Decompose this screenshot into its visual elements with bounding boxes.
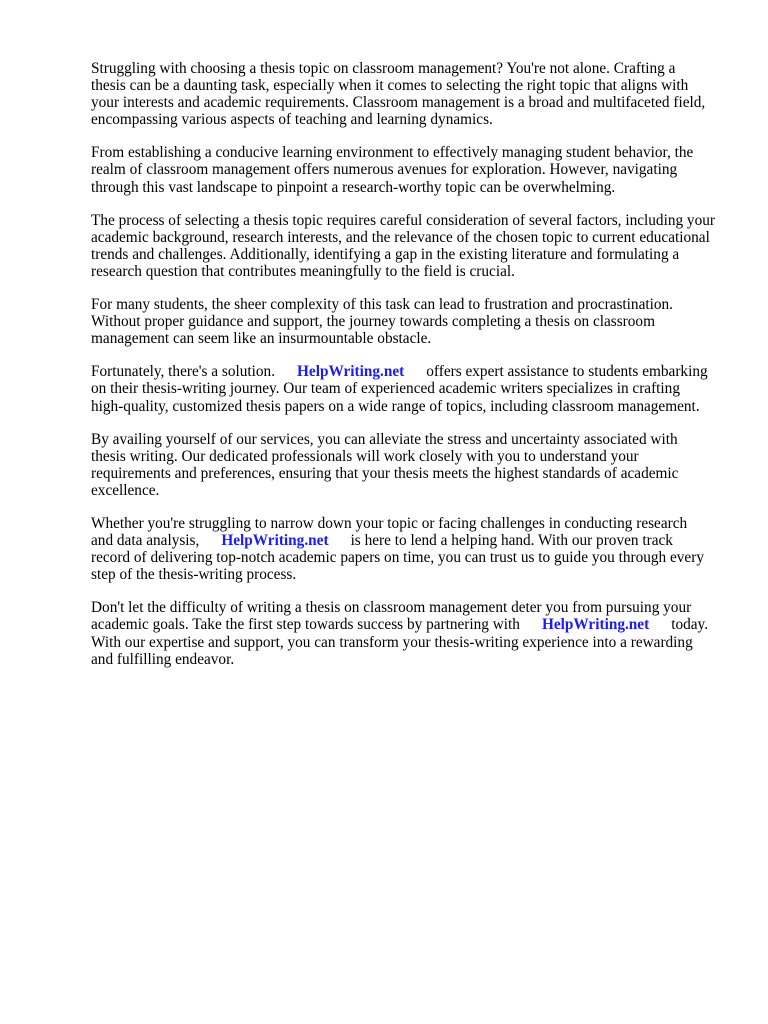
text-line: high-quality, customized thesis papers on a wide range of topics, including classroom management. — [91, 397, 700, 415]
text-line: academic background, research interests, and the relevance of the chosen topic to current educational — [91, 228, 710, 246]
text-line: on their thesis-writing journey. Our team of experienced academic writers specializes in crafting — [91, 380, 680, 398]
paragraph-solution — [91, 363, 731, 414]
document-page — [91, 60, 731, 684]
text-line — [91, 363, 731, 380]
text-line: and fulfilling endeavor. — [91, 650, 235, 668]
text-line: For many students, the sheer complexity of this task can lead to frustration and procrastination. — [91, 296, 673, 314]
text-line: Struggling with choosing a thesis topic on classroom management? You're not alone. Crafting a — [91, 60, 676, 77]
text-line: excellence. — [91, 481, 160, 499]
paragraph-process — [91, 212, 731, 280]
text-line: management can seem like an insurmountable obstacle. — [91, 330, 432, 348]
text-segment: is here to lend a helping hand. With our proven track — [350, 532, 673, 550]
text-line — [91, 616, 731, 633]
helpwriting-link[interactable]: HelpWriting.net — [221, 532, 329, 550]
text-segment: academic goals. Take the first step towards success by partnering with — [91, 616, 520, 634]
text-segment: offers expert assistance to students embarking — [426, 363, 708, 381]
text-segment: and data analysis, — [91, 532, 200, 550]
text-line: thesis can be a daunting task, especially when it comes to selecting the right topic that aligns with — [91, 77, 689, 95]
text-line: research question that contributes meaningfully to the field is crucial. — [91, 262, 515, 280]
text-line: record of delivering top-notch academic papers on time, you can trust us to guide you through every — [91, 549, 704, 567]
text-line: The process of selecting a thesis topic requires careful consideration of several factors, including your — [91, 211, 715, 229]
text-line: trends and challenges. Additionally, identifying a gap in the existing literature and formulating a — [91, 245, 680, 263]
paragraph-complexity — [91, 296, 731, 347]
text-line: thesis writing. Our dedicated professionals will work closely with you to understand your — [91, 447, 639, 465]
text-line: encompassing various aspects of teaching and learning dynamics. — [91, 111, 493, 129]
text-line: realm of classroom management offers numerous avenues for exploration. However, navigating — [91, 161, 678, 179]
text-segment: Fortunately, there's a solution. — [91, 363, 276, 381]
paragraph-whether — [91, 515, 731, 583]
text-segment: today. — [671, 616, 709, 634]
paragraph-closing — [91, 599, 731, 667]
text-line: Whether you're struggling to narrow down your topic or facing challenges in conducting research — [91, 514, 688, 532]
text-line: With our expertise and support, you can transform your thesis-writing experience into a rewarding — [91, 633, 693, 651]
text-line: your interests and academic requirements. Classroom management is a broad and multifaceted field, — [91, 94, 706, 112]
text-line: Without proper guidance and support, the journey towards completing a thesis on classroom — [91, 313, 655, 331]
text-line: through this vast landscape to pinpoint a research-worthy topic can be overwhelming. — [91, 178, 616, 196]
text-line: requirements and preferences, ensuring that your thesis meets the highest standards of academic — [91, 464, 679, 482]
text-line — [91, 532, 731, 549]
paragraph-intro — [91, 60, 731, 128]
text-line: Don't let the difficulty of writing a thesis on classroom management deter you from pursuing your — [91, 599, 692, 617]
paragraph-realm — [91, 144, 731, 195]
helpwriting-link[interactable]: HelpWriting.net — [297, 363, 405, 381]
text-line: step of the thesis-writing process. — [91, 566, 297, 584]
text-line: From establishing a conducive learning environment to effectively managing student behavior, the — [91, 144, 694, 162]
paragraph-services — [91, 431, 731, 499]
helpwriting-link[interactable]: HelpWriting.net — [541, 616, 650, 634]
text-line: By availing yourself of our services, you can alleviate the stress and uncertainty associated with — [91, 430, 678, 448]
